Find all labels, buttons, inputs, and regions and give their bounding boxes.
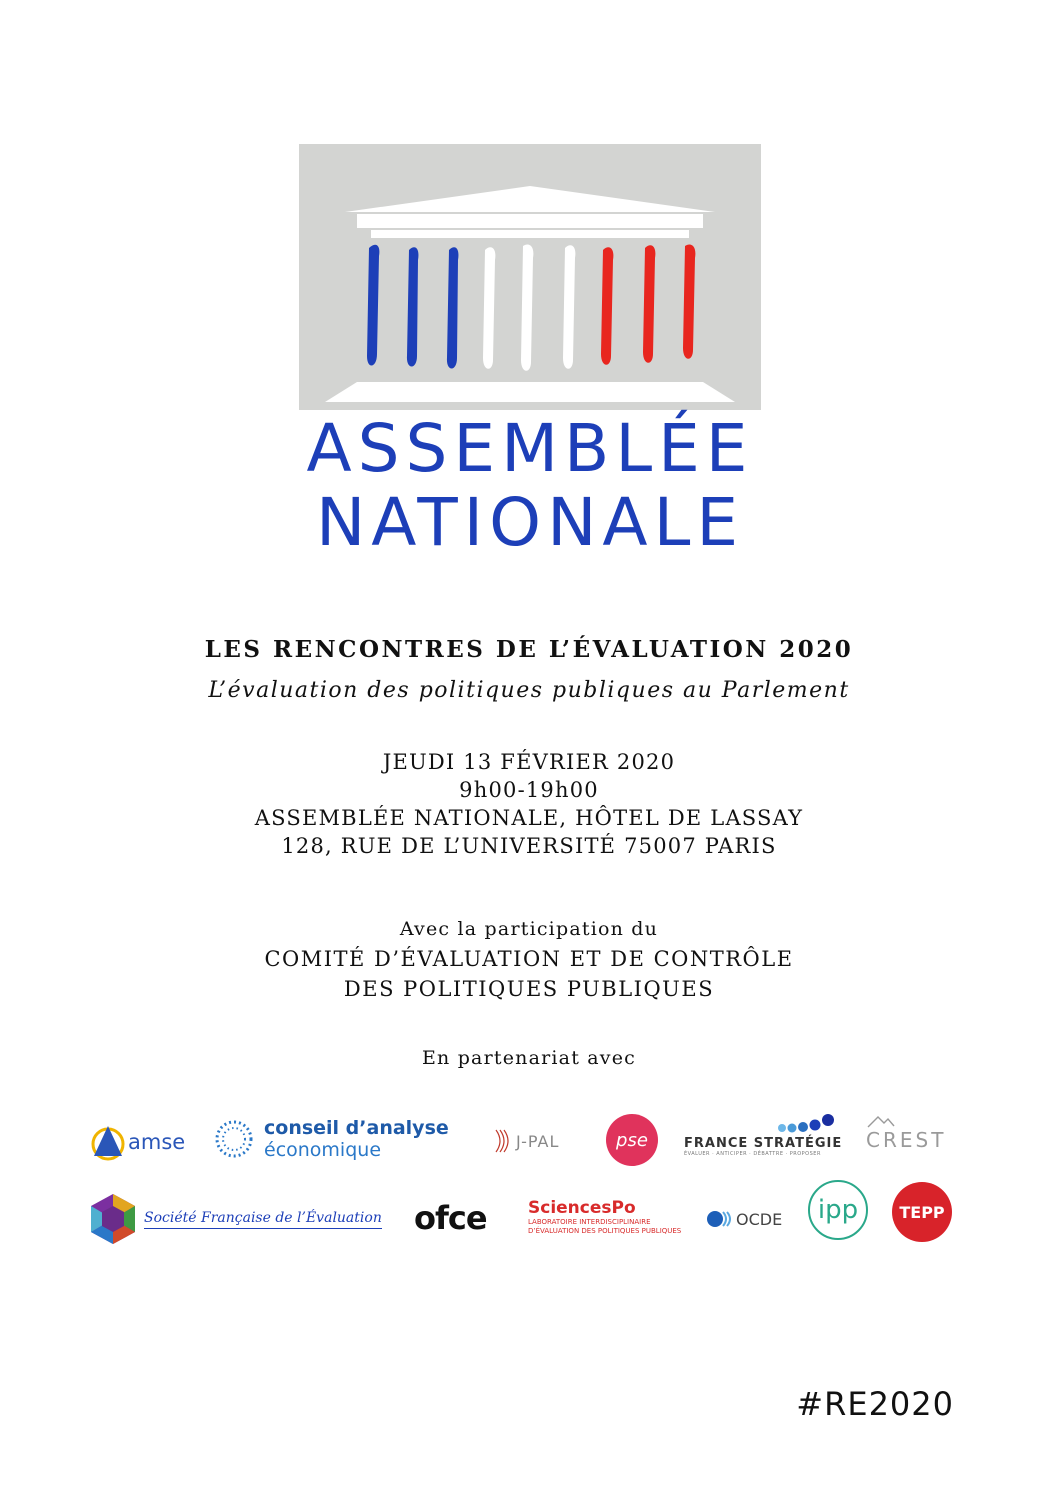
ofce-logo	[414, 1198, 487, 1238]
ofce-text: ofce	[414, 1199, 487, 1237]
france-strategie-dots-icon	[684, 1112, 834, 1136]
hemicycle-icon	[299, 144, 761, 410]
pse-logo	[606, 1114, 658, 1166]
event-time: 9h00-19h00	[459, 778, 599, 802]
ipp-text: ipp	[817, 1195, 859, 1225]
tepp-logo	[892, 1182, 952, 1242]
event-address: 128, RUE DE L’UNIVERSITÉ 75007 PARIS	[281, 834, 777, 858]
event-subtitle: L’évaluation des politiques publiques au Parlement	[208, 678, 850, 703]
pse-text: pse	[616, 1129, 648, 1151]
jpal-logo	[494, 1126, 559, 1156]
event-date: JEUDI 13 FÉVRIER 2020	[382, 750, 676, 774]
event-info	[0, 748, 1058, 860]
amse-text: amse	[128, 1130, 186, 1154]
jpal-text: J-PAL	[516, 1131, 560, 1151]
cae-line-1: conseil d’analyse	[264, 1117, 449, 1139]
partners-intro: En partenariat avec	[421, 1047, 637, 1069]
assemblee-nationale-wordmark	[280, 412, 780, 560]
amse-logo	[90, 1118, 185, 1166]
tepp-text: TEPP	[899, 1202, 945, 1222]
crest-mountain-icon	[866, 1114, 896, 1128]
ocde-logo	[706, 1206, 782, 1232]
wordmark-line-1: ASSEMBLÉE	[306, 410, 754, 487]
participation-block	[0, 914, 1058, 1004]
assemblee-nationale-emblem	[299, 144, 761, 410]
cae-logo	[214, 1114, 449, 1164]
amse-triangle-icon	[90, 1122, 126, 1162]
cae-line-2: économique	[264, 1139, 382, 1161]
sciencespo-liepp-logo	[528, 1198, 681, 1238]
liepp-line-1: LABORATOIRE INTERDISCIPLINAIRE	[528, 1218, 651, 1226]
crest-logo	[866, 1114, 946, 1164]
france-strategie-text: FRANCE STRATÉGIE	[684, 1136, 843, 1151]
sfe-logo	[88, 1192, 382, 1246]
cae-sunburst-icon	[214, 1119, 254, 1159]
france-strategie-tagline: ÉVALUER · ANTICIPER · DÉBATTRE · PROPOSER	[684, 1151, 821, 1157]
sfe-text: Société Française de l’Évaluation	[144, 1210, 382, 1229]
jpal-lines-icon	[494, 1128, 512, 1154]
committee-line-2: DES POLITIQUES PUBLIQUES	[343, 977, 715, 1001]
event-venue: ASSEMBLÉE NATIONALE, HÔTEL DE LASSAY	[254, 806, 804, 830]
ocde-text: OCDE	[736, 1209, 783, 1229]
hashtag: #RE2020	[796, 1385, 954, 1423]
ipp-logo	[808, 1180, 868, 1240]
participation-intro: Avec la participation du	[399, 918, 659, 940]
liepp-line-2: D’ÉVALUATION DES POLITIQUES PUBLIQUES	[528, 1227, 682, 1235]
committee-line-1: COMITÉ D’ÉVALUATION ET DE CONTRÔLE	[264, 947, 794, 971]
sfe-hexagon-icon	[88, 1192, 138, 1246]
ocde-globe-icon	[706, 1209, 734, 1229]
france-strategie-logo	[684, 1112, 842, 1168]
crest-text: CREST	[866, 1128, 947, 1152]
wordmark-line-2: NATIONALE	[315, 484, 745, 561]
event-title: LES RENCONTRES DE L’ÉVALUATION 2020	[204, 636, 854, 663]
sciencespo-text: SciencesPo	[528, 1198, 636, 1218]
